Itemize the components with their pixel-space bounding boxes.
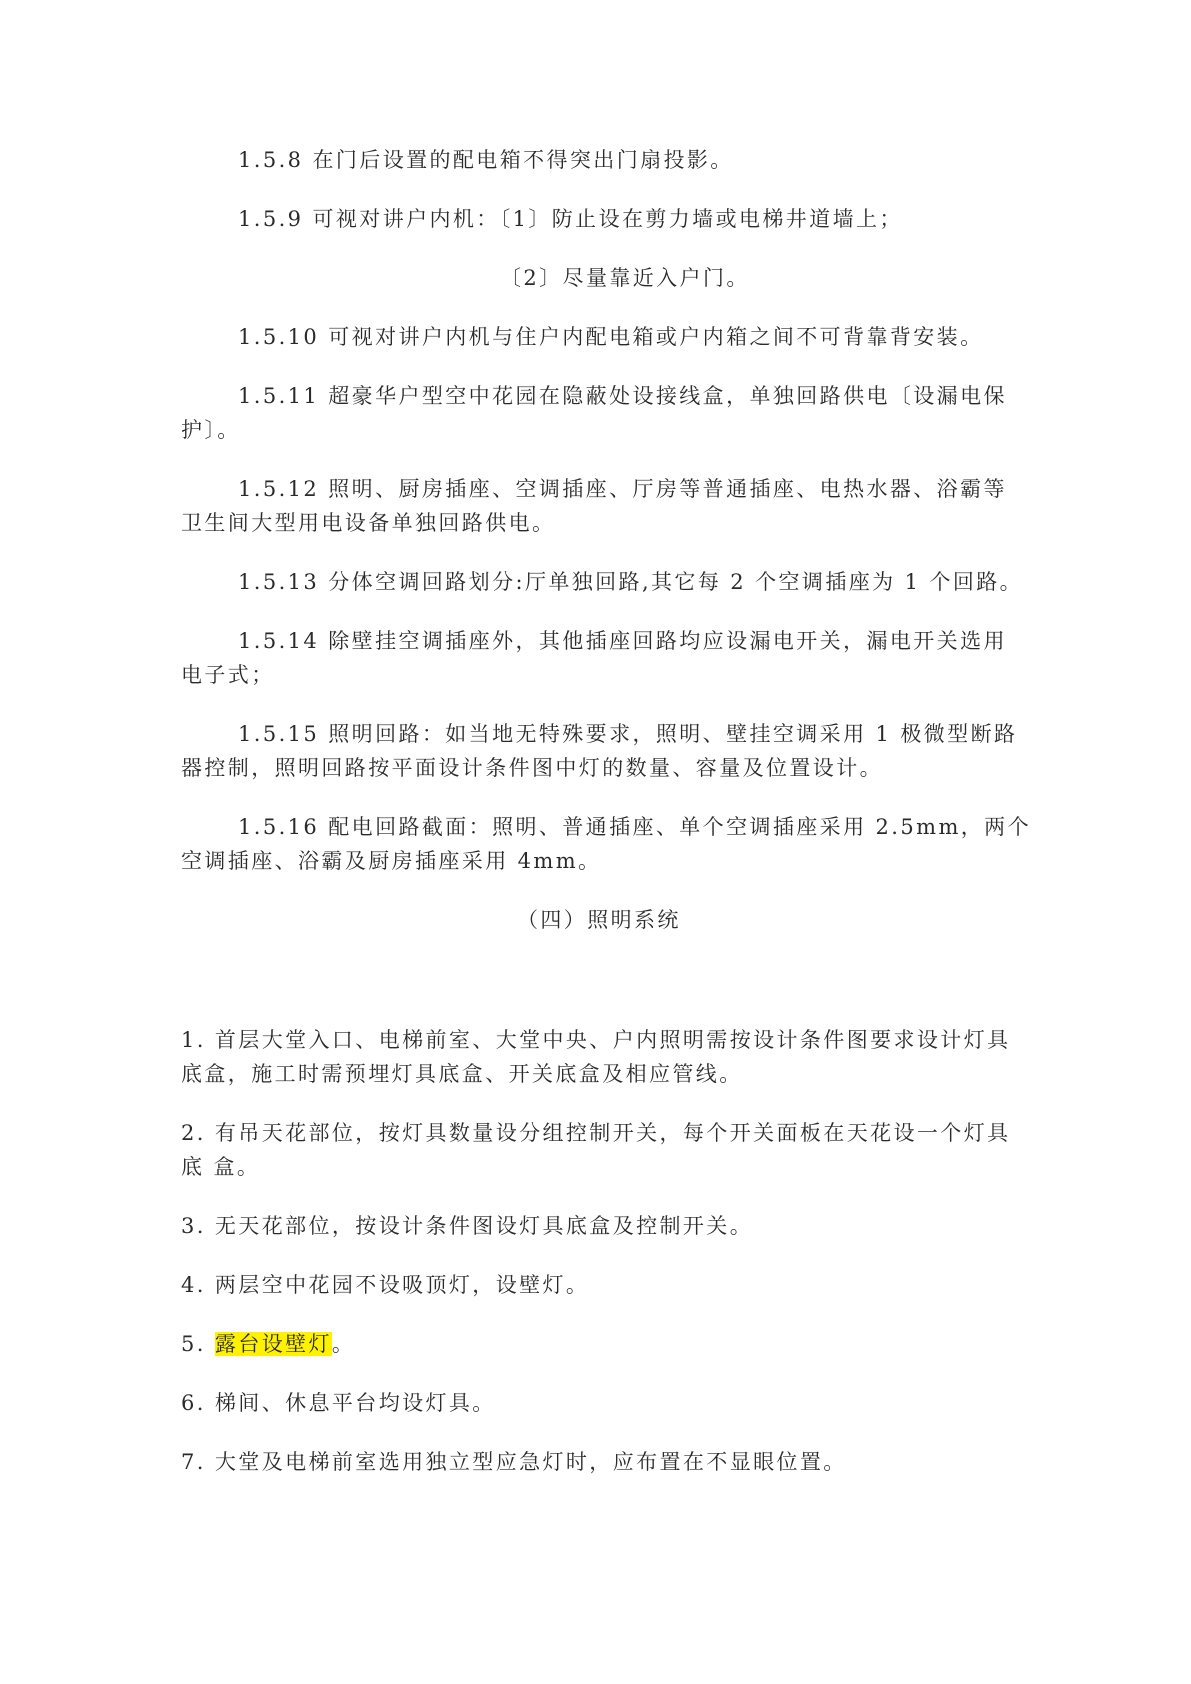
clause-1-5-9: 1.5.9 可视对讲户内机：〔1〕防止设在剪力墙或电梯井道墙上； bbox=[238, 207, 903, 231]
clause-1-5-14-line-1: 1.5.14 除壁挂空调插座外，其他插座回路均应设漏电开关，漏电开关选用 bbox=[238, 629, 1007, 653]
clause-1-5-13: 1.5.13 分体空调回路划分:厅单独回路,其它每 2 个空调插座为 1 个回路。 bbox=[238, 570, 1024, 594]
highlighted-text: 露台设壁灯 bbox=[214, 1332, 332, 1356]
lighting-item-2-line-1: 2. 有吊天花部位，按灯具数量设分组控制开关，每个开关面板在天花设一个灯具 bbox=[181, 1121, 1011, 1145]
clause-1-5-12-line-1: 1.5.12 照明、厨房插座、空调插座、厅房等普通插座、电热水器、浴霸等 bbox=[238, 477, 1007, 501]
lighting-item-4: 4. 两层空中花园不设吸顶灯，设壁灯。 bbox=[181, 1273, 590, 1297]
clause-1-5-9-item-2: 〔2〕尽量靠近入户门。 bbox=[500, 266, 750, 290]
lighting-item-5 bbox=[181, 1330, 355, 1358]
lighting-item-3: 3. 无天花部位，按设计条件图设灯具底盒及控制开关。 bbox=[181, 1214, 754, 1238]
lighting-item-5-number: 5. bbox=[181, 1332, 215, 1356]
clause-1-5-11-line-1: 1.5.11 超豪华户型空中花园在隐蔽处设接线盒，单独回路供电〔设漏电保 bbox=[238, 384, 1007, 408]
clause-1-5-8: 1.5.8 在门后设置的配电箱不得突出门扇投影。 bbox=[238, 148, 734, 172]
lighting-item-5-end: 。 bbox=[331, 1332, 356, 1356]
clause-1-5-16-line-2: 空调插座、浴霸及厨房插座采用 4mm。 bbox=[181, 849, 602, 873]
lighting-item-6: 6. 梯间、休息平台均设灯具。 bbox=[181, 1391, 496, 1415]
clause-1-5-16-line-1: 1.5.16 配电回路截面：照明、普通插座、单个空调插座采用 2.5mm，两个 bbox=[238, 815, 1031, 839]
lighting-item-7: 7. 大堂及电梯前室选用独立型应急灯时，应布置在不显眼位置。 bbox=[181, 1450, 847, 1474]
clause-1-5-14-line-2: 电子式； bbox=[181, 663, 275, 687]
clause-1-5-15-line-2: 器控制，照明回路按平面设计条件图中灯的数量、容量及位置设计。 bbox=[181, 756, 883, 780]
clause-1-5-15-line-1: 1.5.15 照明回路：如当地无特殊要求，照明、壁挂空调采用 1 极微型断路 bbox=[238, 722, 1018, 746]
lighting-item-1-line-2: 底盒，施工时需预埋灯具底盒、开关底盒及相应管线。 bbox=[181, 1062, 743, 1086]
lighting-item-2-line-2: 底 盒。 bbox=[181, 1155, 261, 1179]
section-heading: （四）照明系统 bbox=[517, 908, 681, 932]
clause-1-5-10: 1.5.10 可视对讲户内机与住户内配电箱或户内箱之间不可背靠背安装。 bbox=[238, 325, 984, 349]
clause-1-5-12-line-2: 卫生间大型用电设备单独回路供电。 bbox=[181, 511, 556, 535]
clause-1-5-11-line-2: 护〕。 bbox=[181, 418, 241, 442]
lighting-item-1-line-1: 1. 首层大堂入口、电梯前室、大堂中央、户内照明需按设计条件图要求设计灯具 bbox=[181, 1028, 1011, 1052]
